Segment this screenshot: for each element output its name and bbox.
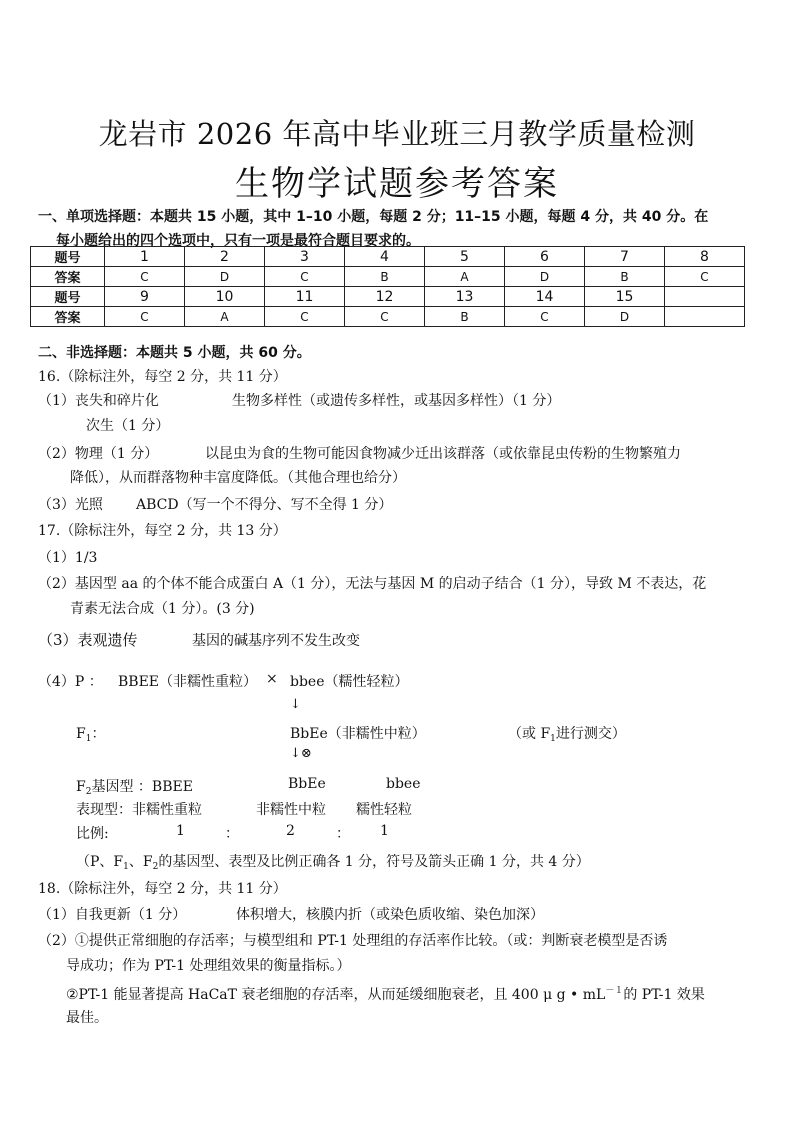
q17-ratio-sep-1: ：	[225, 826, 239, 842]
table-cell: C	[505, 307, 585, 327]
q17-p3-answer-a: （3）表观遗传	[38, 631, 138, 649]
table-cell: 11	[265, 287, 345, 307]
q16-p1-answer-a: （1）丧失和碎片化	[38, 393, 159, 409]
table-cell: B	[585, 267, 665, 287]
q18-p1-answer-b: 体积增大，核膜内折（或染色质收缩、染色加深）	[236, 907, 544, 923]
table-row	[31, 267, 745, 287]
table-cell: 1	[105, 247, 185, 267]
q17-f1-alternative: （或 $F_1$进行测交）	[508, 726, 626, 744]
q17-p4-parent2: bbee（糯性轻粒）	[290, 674, 409, 690]
table-cell	[665, 287, 745, 307]
table-cell: 3	[265, 247, 345, 267]
table-cell: D	[585, 307, 665, 327]
q16-p3-answer-a: （3）光照	[38, 497, 103, 513]
q18-p2-answer-a: （2）①提供正常细胞的存活率；与模型组和 PT-1 处理组的存活率作比较。（或：判断衰老模型是否诱	[38, 933, 668, 949]
q17-ratio-1: 1	[176, 823, 185, 839]
title-line-2: 生物学试题参考答案	[235, 164, 559, 204]
table-cell: C	[265, 267, 345, 287]
q17-p2-answer-b: 青素无法合成（1 分）。(3 分)	[70, 601, 255, 617]
q17-header: 17.（除标注外，每空 2 分，共 13 分）	[38, 523, 287, 539]
q17-f1-genotype: BbEe（非糯性中粒）	[290, 726, 426, 742]
q17-ratio-sep-2: ：	[336, 826, 350, 842]
table-cell: C	[105, 307, 185, 327]
table-cell: 题号	[31, 287, 105, 307]
q16-p1-answer-c: 次生（1 分）	[86, 418, 170, 434]
table-cell: 答案	[31, 267, 105, 287]
q17-f2-genotype-2: BbEe	[288, 776, 326, 792]
table-cell: A	[185, 307, 265, 327]
table-cell: 12	[345, 287, 425, 307]
table-cell: C	[105, 267, 185, 287]
answer-table	[30, 246, 745, 327]
q16-p3-answer-b: ABCD（写一个不得分、写不全得 1 分）	[136, 497, 393, 513]
q17-f2-genotype-3: bbee	[386, 776, 421, 792]
table-cell: 10	[185, 287, 265, 307]
table-cell: B	[425, 307, 505, 327]
section1-instructions-line2: 每小题给出的四个选项中，只有一项是最符合题目要求的。	[56, 233, 420, 249]
table-cell: 4	[345, 247, 425, 267]
q16-header: 16.（除标注外，每空 2 分，共 11 分）	[38, 369, 287, 385]
selfing-arrow-icon: ↓⊗	[290, 746, 312, 761]
q17-ratio-3: 1	[380, 823, 389, 839]
table-cell: C	[665, 267, 745, 287]
q17-phenotype-3: 糯性轻粒	[356, 802, 412, 818]
table-row	[31, 307, 745, 327]
table-cell: 13	[425, 287, 505, 307]
q17-p1-answer: （1）1/3	[38, 550, 98, 566]
q17-p2-answer-a: （2）基因型 aa 的个体不能合成蛋白 A（1 分），无法与基因 M 的启动子结合（1 分），导致 M 不表达，花	[38, 576, 707, 592]
table-row	[31, 287, 745, 307]
table-cell: 答案	[31, 307, 105, 327]
q18-p1-answer-a: （1）自我更新（1 分）	[38, 907, 187, 923]
q17-p3-answer-b: 基因的碱基序列不发生改变	[192, 633, 360, 649]
q17-p4-parent1: BBEE（非糯性重粒）	[118, 674, 258, 690]
q17-p4-p-label: （4）P ：	[38, 674, 103, 690]
q17-f1-label: $F_1$：	[76, 726, 106, 744]
q17-ratio-2: 2	[286, 823, 295, 839]
q16-p2-answer-c: 降低），从而群落物种丰富度降低。（其他合理也给分）	[70, 470, 406, 486]
down-arrow-icon: ↓	[290, 697, 301, 712]
table-cell: 2	[185, 247, 265, 267]
table-cell: D	[505, 267, 585, 287]
q17-phenotype-label: 表现型：非糯性重粒	[76, 802, 202, 818]
title-line-1: 龙岩市 2026 年高中毕业班三月教学质量检测	[98, 117, 696, 151]
q17-p4-scoring-note: （P、$F_1$、$F_2$的基因型、表型及比例正确各 1 分，符号及箭头正确 1 分，共 4 分）	[76, 854, 590, 872]
table-cell: 14	[505, 287, 585, 307]
q18-header: 18.（除标注外，每空 2 分，共 11 分）	[38, 881, 287, 897]
table-cell: A	[425, 267, 505, 287]
table-cell	[665, 307, 745, 327]
q16-p2-answer-b: 以昆虫为食的生物可能因食物减少迁出该群落（或依靠昆虫传粉的生物繁殖力	[205, 446, 681, 462]
q17-f2-genotype-label: $F_2$基因型 ：BBEE	[76, 779, 193, 797]
table-cell: 6	[505, 247, 585, 267]
q16-p2-answer-a: （2）物理（1 分）	[38, 446, 159, 462]
table-cell: C	[345, 307, 425, 327]
q17-phenotype-2: 非糯性中粒	[256, 802, 326, 818]
table-cell: 7	[585, 247, 665, 267]
table-cell: 9	[105, 287, 185, 307]
table-row	[31, 247, 745, 267]
q16-p1-answer-b: 生物多样性（或遗传多样性，或基因多样性）（1 分）	[232, 393, 561, 409]
table-cell: 题号	[31, 247, 105, 267]
q17-ratio-label: 比例:	[76, 826, 109, 842]
table-cell: C	[265, 307, 345, 327]
q18-p2-answer-c: ②PT-1 能显著提高 HaCaT 衰老细胞的存活率，从而延缓细胞衰老，且 400 μ g • $mL^{-1}$的 PT-1 效果	[66, 986, 705, 1003]
q18-p2-answer-b: 导成功；作为 PT-1 处理组效果的衡量指标。）	[66, 958, 351, 974]
table-cell: B	[345, 267, 425, 287]
table-cell: D	[185, 267, 265, 287]
table-cell: 15	[585, 287, 665, 307]
section2-heading: 二、非选择题：本题共 5 小题，共 60 分。	[38, 345, 311, 361]
q17-p4-cross: ×	[266, 671, 278, 687]
table-cell: 5	[425, 247, 505, 267]
q18-p2-answer-d: 最佳。	[66, 1010, 108, 1026]
section1-instructions-line1: 一、单项选择题：本题共 15 小题，其中 1–10 小题，每题 2 分；11–15 小题，每题 4 分，共 40 分。在	[38, 209, 709, 225]
table-cell: 8	[665, 247, 745, 267]
